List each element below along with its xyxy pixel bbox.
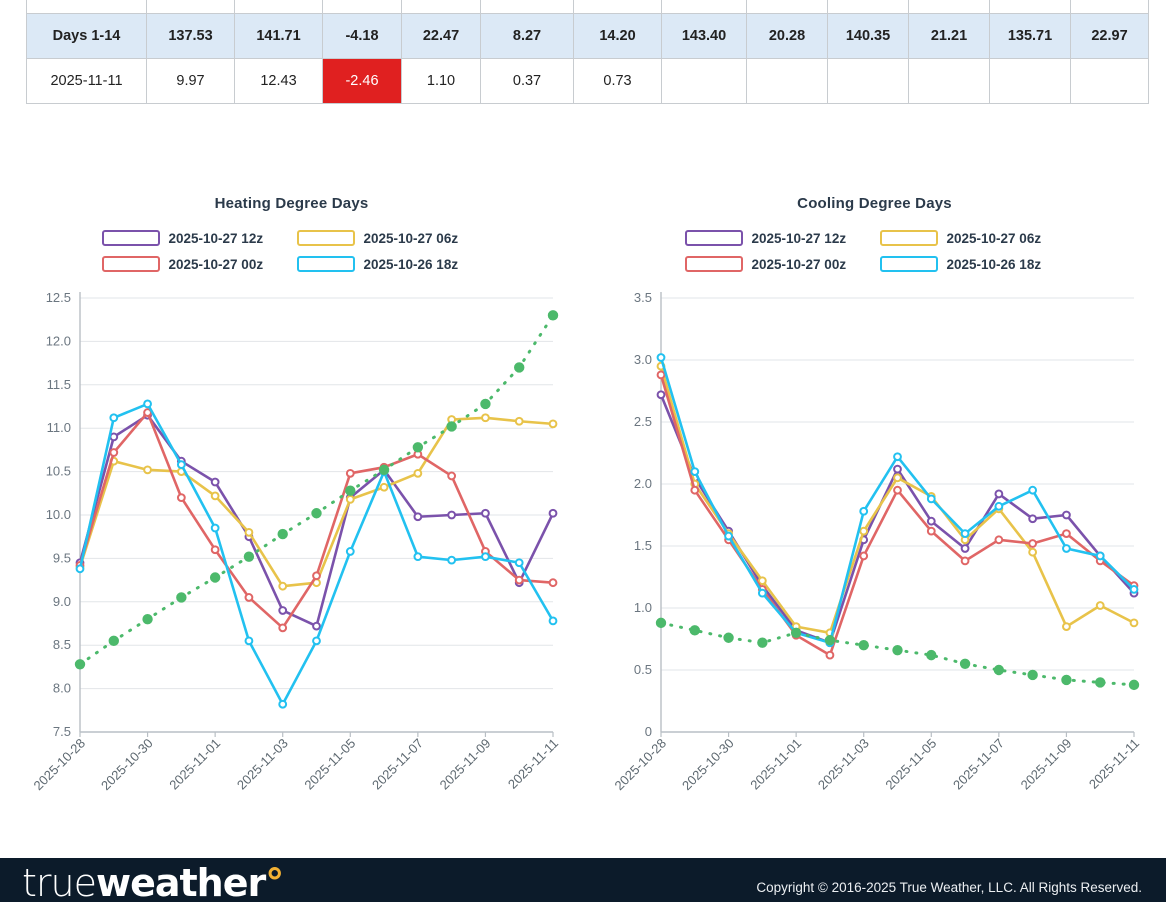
legend-label: 2025-10-27 12z [751, 230, 847, 246]
legend-item[interactable] [685, 256, 870, 272]
legend-item[interactable] [297, 230, 482, 246]
cell: 12.43 [235, 59, 323, 104]
svg-text:2025-11-11: 2025-11-11 [504, 735, 562, 792]
svg-text:2025-11-01: 2025-11-01 [166, 735, 224, 793]
legend-label: 2025-10-26 18z [946, 256, 1042, 272]
legend-label: 2025-10-27 00z [751, 256, 847, 272]
cell [990, 59, 1071, 104]
copyright-text: Copyright © 2016-2025 True Weather, LLC. All Rights Reserved. [756, 880, 1142, 895]
cell [1071, 0, 1149, 14]
svg-text:9.5: 9.5 [52, 550, 71, 566]
legend-swatch-icon [102, 256, 160, 272]
degree-day-table-wrapper [26, 0, 1140, 104]
cell: 0.73 [574, 59, 662, 104]
chart-plot-area [583, 280, 1166, 820]
cell: 8.27 [481, 14, 574, 59]
svg-text:9.0: 9.0 [52, 593, 71, 609]
row-label: Days 1-14 [27, 14, 147, 59]
svg-text:2025-11-03: 2025-11-03 [233, 735, 291, 793]
site-footer [0, 858, 1166, 902]
cell: 1.10 [402, 59, 481, 104]
cell [747, 59, 828, 104]
svg-text:2025-11-09: 2025-11-09 [1017, 735, 1075, 793]
svg-text:1.0: 1.0 [633, 600, 652, 615]
legend-swatch-icon [297, 230, 355, 246]
legend-item[interactable] [880, 256, 1065, 272]
row-label: 2025-11-11 [27, 59, 147, 104]
svg-text:2025-11-03: 2025-11-03 [814, 735, 872, 793]
cell [662, 0, 747, 14]
legend-swatch-icon [102, 230, 160, 246]
svg-text:2025-11-11: 2025-11-11 [1085, 735, 1143, 792]
cell [909, 59, 990, 104]
cell: 21.21 [909, 14, 990, 59]
svg-text:7.5: 7.5 [52, 724, 71, 739]
cell [402, 0, 481, 14]
legend-swatch-icon [685, 230, 743, 246]
cell: 20.28 [747, 14, 828, 59]
cell: -4.18 [323, 14, 402, 59]
cell: 9.97 [147, 59, 235, 104]
svg-text:2025-11-09: 2025-11-09 [436, 735, 494, 793]
legend-swatch-icon [297, 256, 355, 272]
svg-text:2025-10-28: 2025-10-28 [611, 735, 670, 794]
chart-legend [685, 230, 1065, 272]
cell: 14.20 [574, 14, 662, 59]
logo-degree-icon: ° [265, 861, 284, 902]
svg-text:12.5: 12.5 [45, 290, 71, 305]
cell: 135.71 [990, 14, 1071, 59]
legend-label: 2025-10-27 12z [168, 230, 264, 246]
svg-text:2025-11-05: 2025-11-05 [301, 735, 359, 793]
svg-text:2.0: 2.0 [633, 476, 652, 491]
svg-text:2025-10-28: 2025-10-28 [30, 735, 89, 794]
cell: 22.97 [1071, 14, 1149, 59]
cell: 141.71 [235, 14, 323, 59]
row-label [27, 0, 147, 14]
cell [323, 0, 402, 14]
legend-label: 2025-10-27 06z [946, 230, 1042, 246]
cell-highlighted: -2.46 [323, 59, 402, 104]
table-row [27, 59, 1149, 104]
svg-text:11.5: 11.5 [46, 376, 71, 392]
cell [235, 0, 323, 14]
legend-item[interactable] [297, 256, 482, 272]
cell [990, 0, 1071, 14]
legend-swatch-icon [880, 256, 938, 272]
legend-item[interactable] [880, 230, 1065, 246]
svg-text:2025-10-30: 2025-10-30 [679, 735, 737, 794]
legend-item[interactable] [685, 230, 870, 246]
svg-text:3.0: 3.0 [633, 352, 652, 367]
logo[interactable] [22, 861, 284, 902]
cell [747, 0, 828, 14]
chart-legend [102, 230, 482, 272]
legend-item[interactable] [102, 230, 287, 246]
svg-text:2025-10-30: 2025-10-30 [98, 735, 156, 794]
logo-text-weather: weather [96, 861, 266, 902]
table-body [27, 0, 1149, 104]
svg-text:2025-11-07: 2025-11-07 [369, 735, 426, 793]
legend-label: 2025-10-27 06z [363, 230, 459, 246]
svg-text:3.5: 3.5 [633, 290, 652, 305]
chart-plot-area [0, 280, 583, 820]
cell [147, 0, 235, 14]
svg-text:2.5: 2.5 [633, 414, 652, 429]
svg-text:8.0: 8.0 [52, 680, 71, 696]
legend-label: 2025-10-26 18z [363, 256, 459, 272]
chart-title: Cooling Degree Days [797, 195, 952, 212]
svg-text:2025-11-01: 2025-11-01 [747, 735, 805, 793]
charts-container [0, 160, 1166, 820]
logo-text-true: true [22, 861, 96, 902]
cell: 143.40 [662, 14, 747, 59]
svg-text:2025-11-07: 2025-11-07 [950, 735, 1007, 793]
cell [1071, 59, 1149, 104]
cell [909, 0, 990, 14]
cell: 0.37 [481, 59, 574, 104]
svg-text:8.5: 8.5 [52, 637, 71, 653]
legend-swatch-icon [685, 256, 743, 272]
svg-text:12.0: 12.0 [45, 333, 71, 349]
svg-text:10.0: 10.0 [45, 507, 71, 522]
legend-label: 2025-10-27 00z [168, 256, 264, 272]
cell [574, 0, 662, 14]
svg-text:1.5: 1.5 [633, 538, 652, 553]
legend-swatch-icon [880, 230, 938, 246]
chart-heating-degree-days [0, 160, 583, 820]
cell [828, 0, 909, 14]
cooling-degree-days-svg [583, 280, 1166, 820]
cell [828, 59, 909, 104]
legend-item[interactable] [102, 256, 287, 272]
table-row [27, 14, 1149, 59]
degree-day-table [26, 0, 1149, 104]
svg-text:2025-11-05: 2025-11-05 [882, 735, 940, 793]
svg-text:0.5: 0.5 [633, 662, 652, 677]
chart-title: Heating Degree Days [214, 195, 369, 212]
table-row [27, 0, 1149, 14]
heating-degree-days-svg [0, 280, 583, 820]
svg-text:0: 0 [644, 724, 652, 739]
svg-text:10.5: 10.5 [45, 463, 71, 479]
cell: 22.47 [402, 14, 481, 59]
cell: 140.35 [828, 14, 909, 59]
cell: 137.53 [147, 14, 235, 59]
cell [662, 59, 747, 104]
chart-cooling-degree-days [583, 160, 1166, 820]
svg-text:11.0: 11.0 [46, 420, 71, 436]
cell [481, 0, 574, 14]
